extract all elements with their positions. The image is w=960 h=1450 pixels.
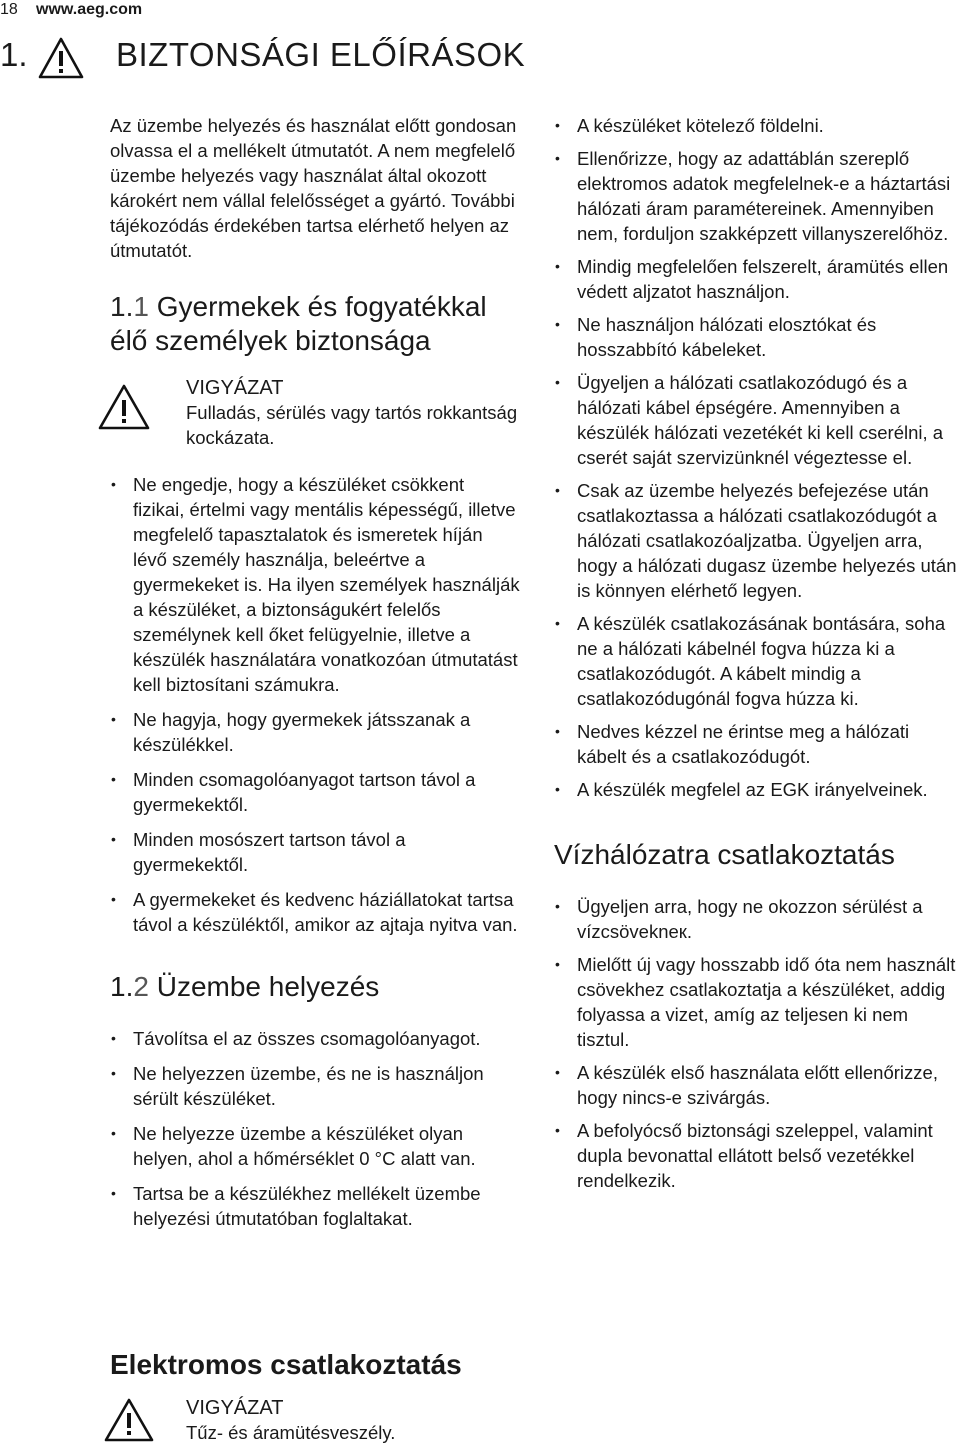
chapter-title: BIZTONSÁGI ELŐÍRÁSOK [116,36,526,73]
water-list [554,894,958,1193]
warning-triangle-icon [98,384,150,435]
section-1-1-heading [110,290,520,358]
electric-warning-block [110,1396,586,1445]
section-title: Gyermekek és fogyatékkal élő személyek biztonsága [110,291,487,356]
section-title: Üzembe helyezés [156,971,380,1002]
child-safety-list [110,472,520,937]
left-column [110,113,520,1231]
list-item: • A készülék megfelel az EGK irányelveinek. [554,777,958,802]
right-column [554,113,958,1193]
list-item: • Ügyeljen a hálózati csatlakozódugó és a hálózati kábel épségére. Amennyiben a készülék hálózati vezetékét ki kell cserélni, a cserét saját szervizünknél végeztesse el. [554,370,958,470]
warning-text: Tűz- és áramütésveszély. [186,1422,396,1443]
installation-list [110,1026,520,1231]
warning-title: VIGYÁZAT [186,1397,284,1419]
page-number: 18 [0,1,18,18]
chapter-number: 1. [0,36,28,73]
website-url[interactable]: www.aeg.com [36,1,143,18]
intro-paragraph: Az üzembe helyezés és használat előtt gondosan olvassa el a mellékelt útmutatót. A nem megfelelő üzembe helyezés vagy használat által okozott károkért nem vállal felelősséget a gyártó. További tájékozódás érdekében tartsa elérhető helyen az útmutatót. [110,115,517,261]
list-item: • Nedves kézzel ne érintse meg a hálózati kábelt és a csatlakozódugót. [554,719,958,769]
list-item: • Távolítsa el az összes csomagolóanyagot. [110,1026,520,1051]
list-item: • Ne hagyja, hogy gyermekek játsszanak a készülékkel. [110,707,520,757]
electric-connection-heading: Elektromos csatlakoztatás [110,1349,462,1380]
list-item: • A készülék első használata előtt ellenőrizze, hogy nincs-e szivárgás. [554,1060,958,1110]
chapter-heading [0,36,960,80]
list-item: • A készülék csatlakozásának bontására, soha ne a hálózati kábelnél fogva húzza ki a csatlakozódugót. A kábelt mindig a csatlakozódugónál fogva húzza ki. [554,611,958,711]
list-item: • Ellenőrizze, hogy az adattáblán szereplő elektromos adatok megfelelnek-e a háztartási hálózati áram paramétereinek. Amennyiben nem, forduljon szakképzett villanyszerelőhöz. [554,146,958,246]
list-item: • Minden mosószert tartson távol a gyermekektől. [110,827,520,877]
warning-text: Fulladás, sérülés vagy tartós rokkantság kockázata. [186,402,518,448]
list-item: • Mielőtt új vagy hosszabb idő óta nem használt csövekhez csatlakoztatja a készüléket, addig folyassa a vizet, amíg az teljesen ki nem tisztul. [554,952,958,1052]
list-item: • A készüléket kötelező földelni. [554,113,958,138]
list-item: • Minden csomagolóanyagot tartson távol a gyermekektől. [110,767,520,817]
list-item: • Mindig megfelelően felszerelt, áramütés ellen védett aljzatot használjon. [554,254,958,304]
section-number: 1.1 [110,291,149,322]
warning-block [110,376,520,450]
warning-title: VIGYÁZAT [186,377,284,399]
list-item: • Ne használjon hálózati elosztókat és hosszabbító kábeleket. [554,312,958,362]
list-item: • Ne engedje, hogy a készüléket csökkent fizikai, értelmi vagy mentális képességű, illetve megfelelő tapasztalatok és ismeretek híján lévő személy használja, beleértve a gyermekeket is. Ha ilyen személyek használják a készüléket, a biztonságukért felelős személynek kell őket felügyelnie, illetve a készülék használatára vonatkozóan útmutatást kell biztosítani számukra. [110,472,520,697]
list-item: • Tartsa be a készülékhez mellékelt üzembe helyezési útmutatóban foglaltakat. [110,1181,520,1231]
list-item: • Ne helyezzen üzembe, és ne is használjon sérült készüléket. [110,1061,520,1111]
water-connection-heading: Vízhálózatra csatlakoztatás [554,839,895,870]
electric-list [554,113,958,802]
list-item: • A gyermekeket és kedvenc háziállatokat tartsa távol a készüléktől, amikor az ajtaja nyitva van. [110,887,520,937]
warning-triangle-icon [38,37,84,84]
section-1-2-heading [110,970,520,1004]
warning-triangle-icon [104,1398,154,1447]
list-item: • Ne helyezze üzembe a készüléket olyan helyen, ahol a hőmérséklet 0 °C alatt van. [110,1121,520,1171]
list-item: • Csak az üzembe helyezés befejezése után csatlakoztassa a hálózati csatlakozódugót a hálózati csatlakozóaljzatba. Ügyeljen arra, hogy a hálózati dugasz üzembe helyezés után is könnyen elérhető legyen. [554,478,958,603]
section-number: 1.2 [110,971,149,1002]
list-item: • A befolyócső biztonsági szeleppel, valamint dupla bevonattal ellátott belső vezetékkel rendelkezik. [554,1118,958,1193]
list-item: • Ügyeljen arra, hogy ne okozzon sérülést a vízcsövekneк. [554,894,958,944]
